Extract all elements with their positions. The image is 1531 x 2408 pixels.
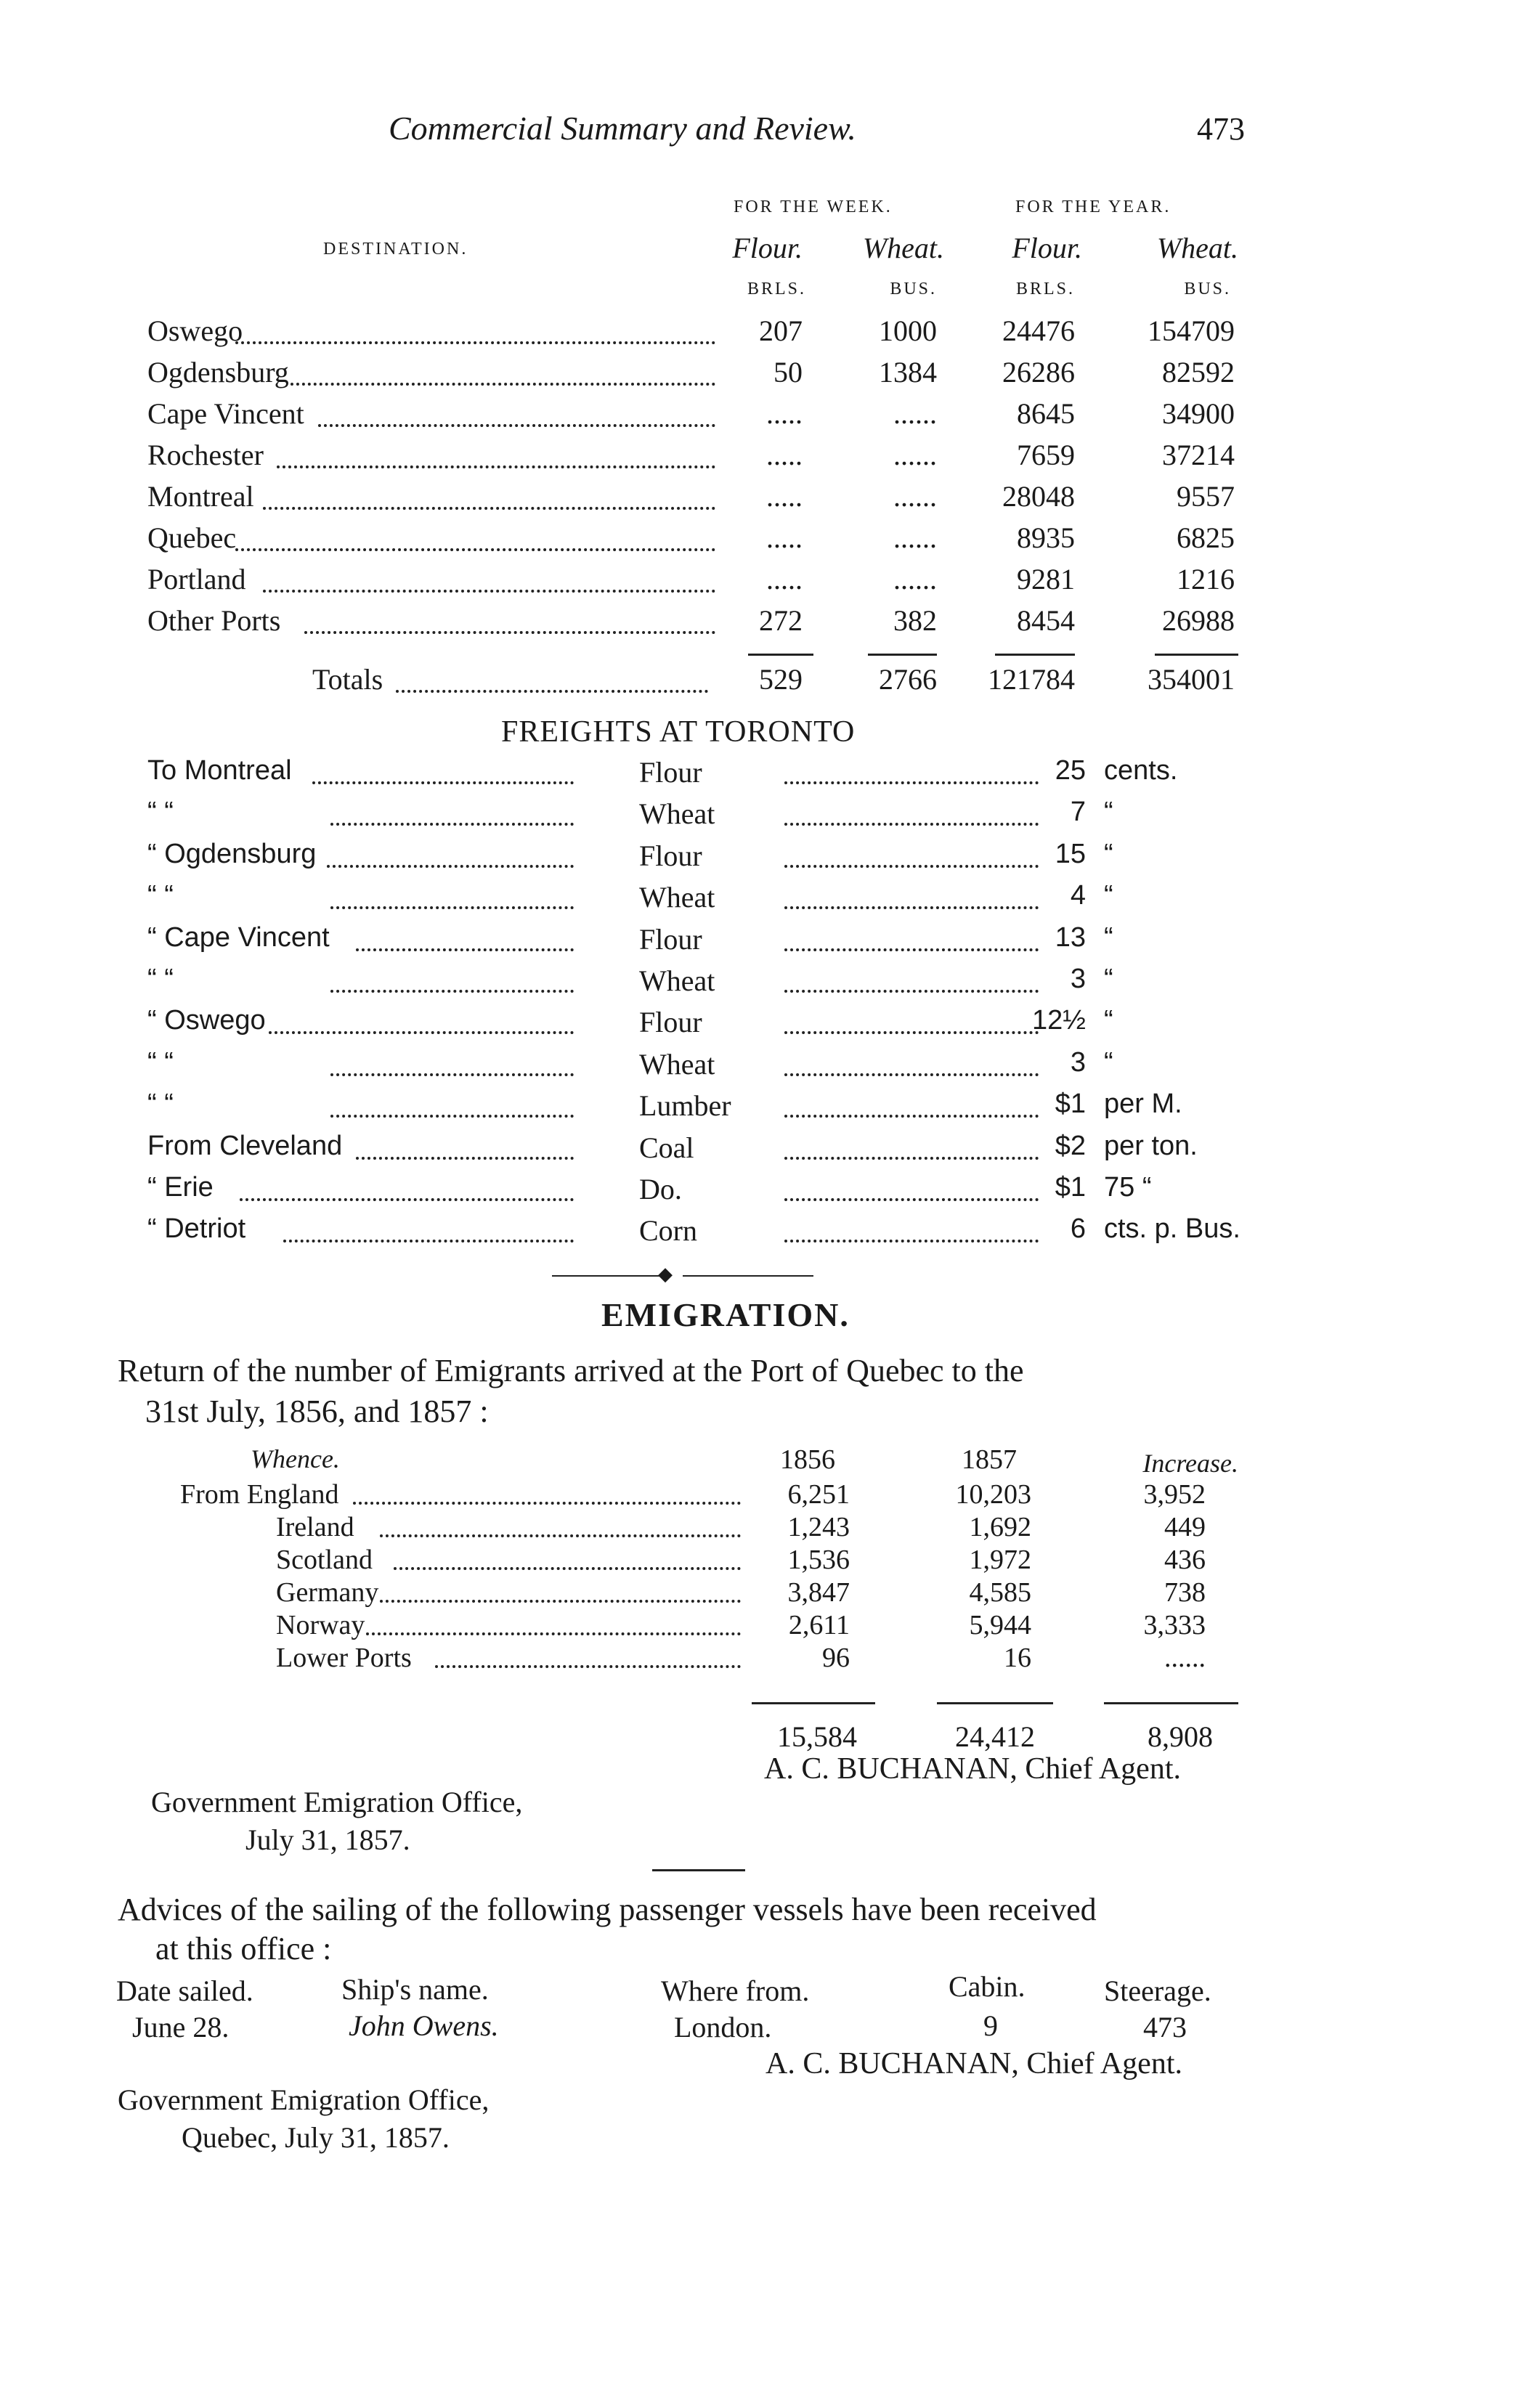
freight-route: “ “ bbox=[147, 880, 174, 911]
week-flour-value: 50 bbox=[773, 356, 803, 389]
vessels-ship-header: Ship's name. bbox=[341, 1973, 489, 2006]
freight-commodity: Wheat bbox=[639, 797, 715, 831]
week-wheat-value: 1000 bbox=[879, 314, 937, 347]
year-flour-value: 28048 bbox=[1002, 480, 1075, 513]
freight-rate: 12½ bbox=[1032, 1005, 1086, 1036]
freight-rate: $1 bbox=[1055, 1089, 1086, 1120]
dot-leader bbox=[784, 1198, 1039, 1201]
freight-route: “ “ bbox=[147, 797, 174, 828]
year-wheat-header: Wheat. bbox=[1156, 232, 1238, 264]
year-wheat-value: 26988 bbox=[1162, 604, 1235, 637]
destination-name: Cape Vincent bbox=[147, 397, 304, 430]
ornament-rule-right bbox=[683, 1275, 813, 1277]
freight-unit: 75 “ bbox=[1104, 1172, 1152, 1203]
emigration-office-line-2: July 31, 1857. bbox=[245, 1823, 410, 1856]
freight-rate: 6 bbox=[1070, 1213, 1086, 1245]
dot-leader bbox=[277, 465, 715, 468]
week-flour-header: Flour. bbox=[732, 232, 803, 264]
dot-leader bbox=[380, 1534, 741, 1537]
year-flour-value: 8454 bbox=[1017, 604, 1075, 637]
year-flour-value: 26286 bbox=[1002, 356, 1075, 389]
dot-leader bbox=[784, 781, 1039, 784]
dot-leader bbox=[330, 823, 574, 826]
dot-leader bbox=[784, 948, 1039, 951]
freight-rate: 15 bbox=[1055, 838, 1086, 869]
dot-leader bbox=[784, 865, 1039, 868]
vessels-office-line-1: Government Emigration Office, bbox=[118, 2083, 490, 2116]
week-wheat-value: 1384 bbox=[879, 356, 937, 389]
emigration-1857: 16 bbox=[1004, 1643, 1031, 1673]
dot-leader bbox=[240, 1198, 574, 1201]
vessel-date: June 28. bbox=[132, 2011, 230, 2043]
week-wheat-value: ...... bbox=[893, 439, 937, 471]
rule-year-flour bbox=[995, 654, 1075, 656]
freight-unit: cents. bbox=[1104, 755, 1178, 786]
destination-name: Oswego bbox=[147, 314, 243, 347]
freight-row bbox=[0, 839, 1531, 879]
freight-route: “ Cape Vincent bbox=[147, 922, 330, 953]
vessels-from-header: Where from. bbox=[661, 1974, 810, 2007]
dot-leader bbox=[784, 1115, 1039, 1118]
freight-row bbox=[0, 880, 1531, 921]
emigration-whence-header: Whence. bbox=[251, 1444, 340, 1473]
freight-row bbox=[0, 1089, 1531, 1129]
freight-route: “ Ogdensburg bbox=[147, 838, 317, 869]
grain-row bbox=[0, 562, 1531, 603]
emigration-increase: 3,333 bbox=[1143, 1610, 1206, 1640]
year-wheat-value: 154709 bbox=[1148, 314, 1235, 347]
dot-leader bbox=[356, 1157, 574, 1160]
dot-leader bbox=[394, 1567, 741, 1570]
freights-title: FREIGHTS AT TORONTO bbox=[501, 715, 856, 749]
emigration-place: Ireland bbox=[276, 1512, 354, 1542]
freight-row bbox=[0, 797, 1531, 837]
freight-rate: $2 bbox=[1055, 1130, 1086, 1161]
dot-leader bbox=[330, 906, 574, 909]
freight-unit: per ton. bbox=[1104, 1130, 1198, 1161]
freight-unit: per M. bbox=[1104, 1089, 1182, 1120]
section-divider bbox=[652, 1869, 745, 1871]
freight-commodity: Lumber bbox=[639, 1089, 731, 1123]
week-flour-value: ..... bbox=[766, 521, 803, 554]
emigration-1856: 1,536 bbox=[787, 1545, 850, 1575]
ornament-rule-left bbox=[552, 1275, 661, 1277]
totals-week-wheat: 2766 bbox=[879, 663, 937, 696]
year-flour-value: 24476 bbox=[1002, 314, 1075, 347]
vessels-intro-line-1: Advices of the sailing of the following passenger vessels have been received bbox=[118, 1892, 1097, 1927]
freight-route: “ Detriot bbox=[147, 1213, 246, 1245]
dot-leader bbox=[269, 1031, 574, 1034]
vessel-steerage: 473 bbox=[1143, 2011, 1187, 2043]
freight-row bbox=[0, 1213, 1531, 1254]
freight-rate: $1 bbox=[1055, 1172, 1086, 1203]
vessels-steerage-header: Steerage. bbox=[1104, 1974, 1211, 2007]
emigration-heading: EMIGRATION. bbox=[601, 1296, 850, 1333]
freight-row bbox=[0, 922, 1531, 963]
freight-rate: 25 bbox=[1055, 755, 1086, 786]
grain-row bbox=[0, 479, 1531, 520]
freight-unit: “ bbox=[1104, 797, 1113, 828]
dot-leader bbox=[327, 865, 574, 868]
emigration-intro-line-2: 31st July, 1856, and 1857 : bbox=[145, 1394, 489, 1429]
dot-leader bbox=[356, 948, 574, 951]
dot-leader bbox=[235, 548, 715, 551]
freight-unit: “ bbox=[1104, 1046, 1113, 1078]
emigration-place: Germany bbox=[276, 1577, 379, 1608]
year-wheat-value: 37214 bbox=[1162, 439, 1235, 471]
emigration-1856: 6,251 bbox=[787, 1479, 850, 1510]
emig-total-1857: 24,412 bbox=[955, 1720, 1035, 1753]
emigration-increase-header: Increase. bbox=[1142, 1449, 1238, 1478]
totals-year-flour: 121784 bbox=[988, 663, 1075, 696]
year-group-header: FOR THE YEAR. bbox=[1015, 198, 1171, 216]
week-wheat-value: ...... bbox=[893, 397, 937, 430]
freight-commodity: Flour bbox=[639, 922, 702, 956]
dot-leader bbox=[380, 1600, 741, 1603]
dot-leader bbox=[435, 1665, 741, 1668]
freight-commodity: Flour bbox=[639, 1006, 702, 1039]
emigration-1857: 10,203 bbox=[955, 1479, 1031, 1510]
dot-leader bbox=[353, 1502, 741, 1505]
week-flour-value: 272 bbox=[759, 604, 803, 637]
freight-rate: 4 bbox=[1070, 880, 1086, 911]
emigration-increase: 3,952 bbox=[1143, 1479, 1206, 1510]
freight-commodity: Do. bbox=[639, 1173, 682, 1205]
grain-row bbox=[0, 396, 1531, 437]
freight-row bbox=[0, 1131, 1531, 1171]
freight-route: To Montreal bbox=[147, 755, 292, 786]
freight-route: “ Erie bbox=[147, 1172, 214, 1203]
emigration-1856-header: 1856 bbox=[780, 1444, 835, 1475]
dot-leader bbox=[784, 1240, 1039, 1242]
week-flour-value: ..... bbox=[766, 480, 803, 513]
vessels-cabin-header: Cabin. bbox=[949, 1970, 1026, 2003]
totals-year-wheat: 354001 bbox=[1148, 663, 1235, 696]
grain-row bbox=[0, 314, 1531, 354]
emigration-place: Scotland bbox=[276, 1545, 373, 1575]
emigration-increase: ...... bbox=[1164, 1643, 1206, 1673]
vessel-from: London. bbox=[674, 2011, 772, 2043]
emigration-1857: 4,585 bbox=[969, 1577, 1031, 1608]
dot-leader bbox=[291, 383, 715, 386]
week-wheat-value: 382 bbox=[893, 604, 937, 637]
freight-rate: 13 bbox=[1055, 922, 1086, 953]
emigration-1856: 96 bbox=[822, 1643, 850, 1673]
destination-name: Ogdensburg bbox=[147, 356, 289, 389]
week-wheat-unit: BUS. bbox=[890, 280, 937, 298]
year-flour-unit: BRLS. bbox=[1015, 280, 1075, 298]
emigration-increase: 738 bbox=[1164, 1577, 1206, 1608]
week-wheat-value: ...... bbox=[893, 521, 937, 554]
freight-row bbox=[0, 1172, 1531, 1213]
freight-commodity: Flour bbox=[639, 839, 702, 872]
freight-commodity: Wheat bbox=[639, 964, 715, 997]
freight-row bbox=[0, 1005, 1531, 1046]
grain-row bbox=[0, 521, 1531, 561]
emigration-1856: 3,847 bbox=[787, 1577, 850, 1608]
week-flour-value: ..... bbox=[766, 397, 803, 430]
freight-row bbox=[0, 755, 1531, 796]
year-flour-value: 8935 bbox=[1017, 521, 1075, 554]
dot-leader bbox=[330, 1073, 574, 1076]
dot-leader bbox=[312, 781, 574, 784]
week-wheat-value: ...... bbox=[893, 480, 937, 513]
freight-row bbox=[0, 1047, 1531, 1088]
year-wheat-value: 1216 bbox=[1177, 563, 1235, 595]
year-wheat-value: 82592 bbox=[1162, 356, 1235, 389]
page-number: 473 bbox=[1197, 111, 1245, 147]
freight-rate: 3 bbox=[1070, 964, 1086, 994]
freight-unit: “ bbox=[1104, 964, 1113, 994]
destination-name: Other Ports bbox=[147, 604, 281, 637]
year-wheat-value: 34900 bbox=[1162, 397, 1235, 430]
week-flour-value: ..... bbox=[766, 563, 803, 595]
freight-unit: “ bbox=[1104, 880, 1113, 911]
dot-leader bbox=[366, 1632, 741, 1635]
freight-route: “ “ bbox=[147, 1089, 174, 1120]
rule-year-wheat bbox=[1155, 654, 1238, 656]
week-wheat-value: ...... bbox=[893, 563, 937, 595]
emig-total-1856: 15,584 bbox=[777, 1720, 857, 1753]
vessels-date-header: Date sailed. bbox=[116, 1974, 253, 2007]
vessels-intro-line-2: at this office : bbox=[155, 1931, 332, 1966]
dot-leader bbox=[263, 507, 715, 510]
year-flour-value: 8645 bbox=[1017, 397, 1075, 430]
emig-rule-increase bbox=[1104, 1702, 1238, 1704]
freight-commodity: Corn bbox=[639, 1214, 697, 1248]
destination-header: DESTINATION. bbox=[323, 240, 468, 259]
freight-route: “ Oswego bbox=[147, 1005, 266, 1036]
emig-total-increase: 8,908 bbox=[1148, 1720, 1213, 1753]
freight-unit: cts. p. Bus. bbox=[1104, 1213, 1240, 1245]
emigration-1856: 2,611 bbox=[788, 1610, 850, 1640]
destination-name: Rochester bbox=[147, 439, 264, 471]
totals-week-flour: 529 bbox=[759, 663, 803, 696]
week-wheat-header: Wheat. bbox=[862, 232, 944, 264]
dot-leader bbox=[330, 990, 574, 993]
week-group-header: FOR THE WEEK. bbox=[734, 198, 893, 216]
freight-unit: “ bbox=[1104, 1005, 1113, 1036]
freight-commodity: Wheat bbox=[639, 1047, 715, 1081]
totals-label: Totals bbox=[312, 663, 383, 696]
emigration-row bbox=[0, 1642, 1531, 1683]
freight-commodity: Wheat bbox=[639, 881, 715, 914]
emigration-place: From England bbox=[180, 1479, 339, 1510]
emigration-increase: 436 bbox=[1164, 1545, 1206, 1575]
dot-leader bbox=[784, 1157, 1039, 1160]
emigration-increase: 449 bbox=[1164, 1512, 1206, 1542]
emigration-1857: 1,972 bbox=[969, 1545, 1031, 1575]
dot-leader bbox=[283, 1240, 574, 1242]
freight-route: From Cleveland bbox=[147, 1130, 343, 1161]
week-flour-value: 207 bbox=[759, 314, 803, 347]
ornament-diamond-icon: ◆ bbox=[658, 1264, 673, 1285]
rule-week-wheat bbox=[868, 654, 937, 656]
emigration-place: Lower Ports bbox=[276, 1643, 412, 1673]
emigration-office-line-1: Government Emigration Office, bbox=[151, 1786, 523, 1818]
dot-leader bbox=[304, 631, 715, 634]
emigration-intro-line-1: Return of the number of Emigrants arrived at the Port of Quebec to the bbox=[118, 1353, 1024, 1388]
rule-week-flour bbox=[748, 654, 813, 656]
vessel-cabin: 9 bbox=[983, 2009, 998, 2042]
emigration-1857-header: 1857 bbox=[962, 1444, 1017, 1475]
year-wheat-value: 6825 bbox=[1177, 521, 1235, 554]
year-flour-header: Flour. bbox=[1012, 232, 1082, 264]
grain-row bbox=[0, 438, 1531, 479]
year-flour-value: 9281 bbox=[1017, 563, 1075, 595]
vessels-office-line-2: Quebec, July 31, 1857. bbox=[182, 2121, 450, 2154]
dot-leader bbox=[235, 341, 715, 344]
destination-name: Portland bbox=[147, 563, 246, 595]
freight-commodity: Flour bbox=[639, 756, 702, 789]
dot-leader bbox=[784, 906, 1039, 909]
freight-route: “ “ bbox=[147, 1046, 174, 1078]
emigration-place: Norway bbox=[276, 1610, 365, 1640]
vessels-signature: A. C. BUCHANAN, Chief Agent. bbox=[766, 2047, 1182, 2080]
dot-leader bbox=[784, 823, 1039, 826]
dot-leader bbox=[330, 1115, 574, 1118]
year-wheat-unit: BUS. bbox=[1184, 280, 1231, 298]
dot-leader bbox=[784, 990, 1039, 993]
week-flour-value: ..... bbox=[766, 439, 803, 471]
freight-rate: 3 bbox=[1070, 1046, 1086, 1078]
grain-row bbox=[0, 355, 1531, 396]
freight-route: “ “ bbox=[147, 964, 174, 994]
year-wheat-value: 9557 bbox=[1177, 480, 1235, 513]
dot-leader bbox=[263, 590, 715, 593]
emig-rule-1856 bbox=[752, 1702, 875, 1704]
totals-leader bbox=[396, 690, 708, 693]
vessel-ship: John Owens. bbox=[349, 2009, 499, 2042]
freight-unit: “ bbox=[1104, 922, 1113, 953]
emigration-signature: A. C. BUCHANAN, Chief Agent. bbox=[764, 1752, 1181, 1786]
freight-row bbox=[0, 964, 1531, 1004]
destination-name: Montreal bbox=[147, 480, 254, 513]
dot-leader bbox=[318, 424, 715, 427]
freight-rate: 7 bbox=[1070, 797, 1086, 828]
emigration-1857: 1,692 bbox=[969, 1512, 1031, 1542]
running-head-title: Commercial Summary and Review. bbox=[389, 110, 856, 147]
grain-totals-row bbox=[0, 662, 1531, 703]
week-flour-unit: BRLS. bbox=[747, 280, 806, 298]
year-flour-value: 7659 bbox=[1017, 439, 1075, 471]
freight-commodity: Coal bbox=[639, 1131, 694, 1164]
destination-name: Quebec bbox=[147, 521, 237, 554]
freight-unit: “ bbox=[1104, 838, 1113, 869]
emigration-1857: 5,944 bbox=[969, 1610, 1031, 1640]
emigration-1856: 1,243 bbox=[787, 1512, 850, 1542]
dot-leader bbox=[784, 1031, 1039, 1034]
grain-row bbox=[0, 603, 1531, 644]
dot-leader bbox=[784, 1073, 1039, 1076]
emig-rule-1857 bbox=[937, 1702, 1053, 1704]
